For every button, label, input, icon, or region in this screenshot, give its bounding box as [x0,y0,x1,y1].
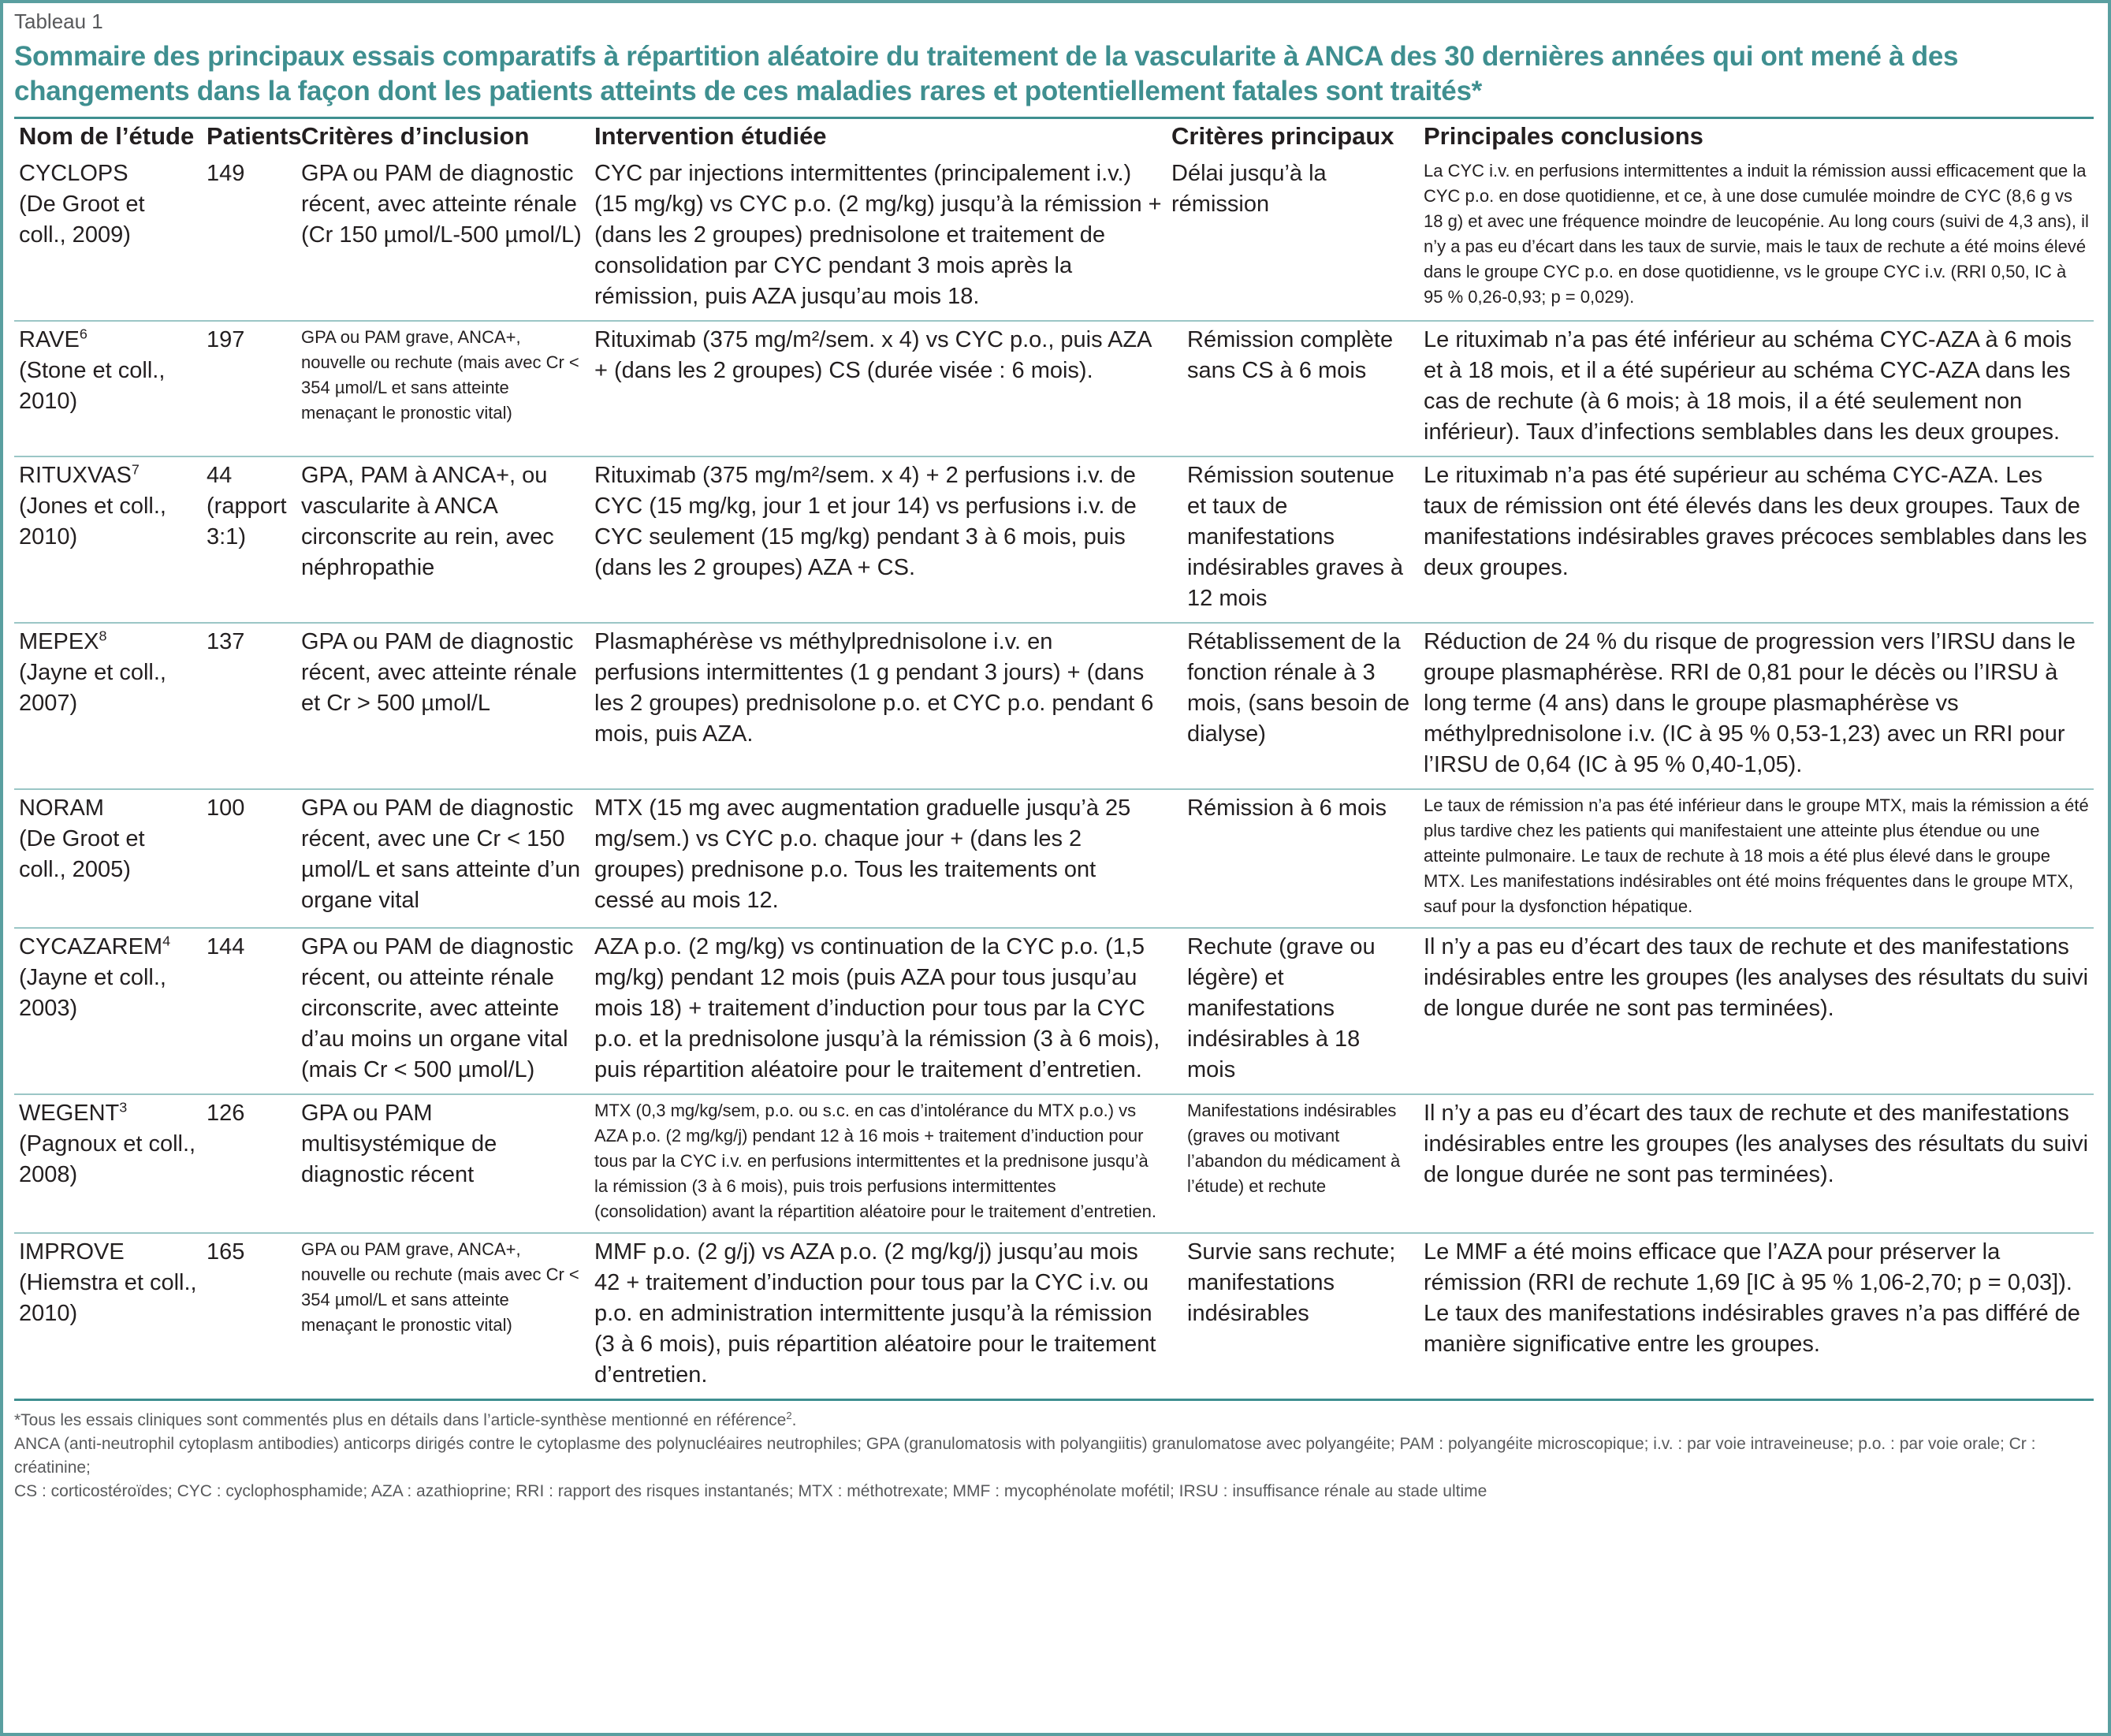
study-cell [14,789,202,928]
criteria-cell: Rémission soutenue et taux de manifestations indésirables graves à 12 mois [1187,463,1404,611]
intervention-cell: MTX (15 mg avec augmentation graduelle jusqu’à 25 mg/sem.) vs CYC p.o. chaque jour + (dans les 2 groupes) prednisone p.o. Tous les traitements ont cessé au mois 12. [594,795,1131,913]
inclusion-cell: GPA ou PAM de diagnostic récent, avec une Cr < 150 µmol/L et sans atteinte d’un organe vital [301,795,581,913]
conclusions-cell: Il n’y a pas eu d’écart des taux de rechute et des manifestations indésirables entre les groupes (les analyses des résultats du suivi de longue durée ne sont pas terminées). [1424,1101,2089,1187]
table-row [14,1094,2094,1233]
criteria-cell: Manifestations indésirables (graves ou motivant l’abandon du médicament à l’étude) et rechute [1187,1101,1401,1196]
patients-cell: 100 [207,795,245,821]
table-row [14,623,2094,789]
footnote-abbreviations: ANCA (anti-neutrophil cytoplasm antibodies) anticorps dirigés contre le cytoplasme des polynucléaires neutrophiles; GPA (granulomatosis with polyangiitis) granulomatose avec polyangéite; PAM : polyangéite microscopique; i.v. : par voie intraveineuse; p.o. : par voie orale; Cr : créatinine; [14,1435,2036,1477]
inclusion-cell: GPA ou PAM grave, ANCA+, nouvelle ou rechute (mais avec Cr < 354 µmol/L et sans atteinte menaçant le pronostic vital) [301,327,579,423]
conclusions-cell: Réduction de 24 % du risque de progression vers l’IRSU dans le groupe plasmaphérèse. RRI de 0,81 pour le décès ou l’IRSU à long terme (4 ans) dans le groupe plasmaphérèse vs méthylprednisolone i.v. (IC à 95 % 0,53-1,23) avec un RRI pour l’IRSU de 0,64 (IC à 95 % 0,40-1,05). [1424,629,2076,777]
intervention-cell: Plasmaphérèse vs méthylprednisolone i.v. en perfusions intermittentes (1 g pendant 3 jours) + (dans les 2 groupes) prednisolone p.o. et CYC p.o. pendant 6 mois, puis AZA. [594,629,1154,747]
header-inclusion: Critères d’inclusion [296,118,590,156]
study-cell [14,321,202,456]
criteria-cell: Rémission à 6 mois [1187,795,1387,821]
table-row [14,456,2094,623]
patients-cell: 197 [207,327,245,352]
patients-cell: 165 [207,1239,245,1265]
patients-cell: 44 (rapport 3:1) [207,463,287,549]
study-ref: (Pagnoux et coll., 2008) [19,1131,196,1187]
criteria-cell: Survie sans rechute; manifestations indésirables [1187,1239,1396,1326]
study-name: RITUXVAS$^7$ [19,461,140,488]
criteria-cell: Délai jusqu’à la rémission [1171,161,1327,217]
study-ref: (Hiemstra et coll., 2010) [19,1270,197,1326]
intervention-cell: MMF p.o. (2 g/j) vs AZA p.o. (2 mg/kg/j) jusqu’au mois 42 + traitement d’induction pour tous par la CYC i.v. ou p.o. en administration intermittente jusqu’à la rémission (3 à 6 mois), puis répartition aléatoire pour le traitement d’entretien. [594,1239,1156,1388]
conclusions-cell: Le rituximab n’a pas été supérieur au schéma CYC-AZA. Les taux de rémission ont été élevés dans les deux groupes. Taux de manifestations indésirables graves précoces semblables dans les deux groupes. [1424,463,2087,580]
criteria-cell: Rechute (grave ou légère) et manifestations indésirables à 18 mois [1187,934,1376,1082]
study-ref: (Jones et coll., 2010) [19,494,166,549]
patients-cell: 149 [207,161,245,186]
footnotes [14,1409,2094,1503]
table-label: Tableau 1 [14,9,103,33]
study-name: IMPROVE [19,1239,125,1265]
intervention-cell: CYC par injections intermittentes (principalement i.v.) (15 mg/kg) vs CYC p.o. (2 mg/kg) jusqu’à la rémission + (dans les 2 groupes) prednisolone et traitement de consolidation par CYC pendant 3 mois après la rémission, puis AZA jusqu’au mois 18. [594,161,1162,309]
table-row [14,928,2094,1094]
study-ref: (De Groot et coll., 2009) [19,192,145,248]
study-name: MEPEX$^8$ [19,628,107,654]
table-row [14,1233,2094,1400]
trials-table [14,117,2094,1401]
criteria-cell: Rémission complète sans CS à 6 mois [1187,327,1394,383]
header-study: Nom de l’étude [14,118,202,156]
study-ref: (Jayne et coll., 2007) [19,660,166,716]
study-cell [14,928,202,1094]
header-conclusions: Principales conclusions [1419,118,2094,156]
footnote-trials: *Tous les essais cliniques sont commentés plus en détails dans l’article-synthèse mentionné en référence$^2$. [14,1410,797,1429]
intervention-cell: Rituximab (375 mg/m²/sem. x 4) + 2 perfusions i.v. de CYC (15 mg/kg, jour 1 et jour 14) vs perfusions i.v. de CYC seulement (15 mg/kg) pendant 3 à 6 mois, puis (dans les 2 groupes) AZA + CS. [594,463,1137,580]
table-title: Sommaire des principaux essais comparatifs à répartition aléatoire du traitement de la vascularite à ANCA des 30 dernières années qui ont mené à des changements dans la façon dont les patients atteints de ces maladies rares et potentiellement fatales sont traités* [14,41,1959,106]
patients-cell: 144 [207,934,245,959]
header-row [14,118,2094,156]
patients-cell: 126 [207,1101,245,1126]
study-cell [14,1233,202,1400]
header-patients: Patients [202,118,296,156]
inclusion-cell: GPA ou PAM de diagnostic récent, avec atteinte rénale et Cr > 500 µmol/L [301,629,577,716]
conclusions-cell: Il n’y a pas eu d’écart des taux de rechute et des manifestations indésirables entre les groupes (les analyses des résultats du suivi de longue durée ne sont pas terminées). [1424,934,2089,1021]
study-cell [14,155,202,321]
study-ref: (Jayne et coll., 2003) [19,965,166,1021]
intervention-cell: Rituximab (375 mg/m²/sem. x 4) vs CYC p.o., puis AZA + (dans les 2 groupes) CS (durée visée : 6 mois). [594,327,1151,383]
conclusions-cell: Le rituximab n’a pas été inférieur au schéma CYC-AZA à 6 mois et à 18 mois, et il a été supérieur au schéma CYC-AZA dans les cas de rechute (à 6 mois; à 18 mois, il a été seulement non inférieur). Taux d’infections semblables dans les deux groupes. [1424,327,2072,445]
criteria-cell: Rétablissement de la fonction rénale à 3 mois, (sans besoin de dialyse) [1187,629,1410,747]
header-criteria: Critères principaux [1167,118,1419,156]
study-cell [14,623,202,789]
intervention-cell: AZA p.o. (2 mg/kg) vs continuation de la CYC p.o. (1,5 mg/kg) pendant 12 mois (puis AZA pour tous jusqu’au mois 18) + traitement d’induction pour tous par la CYC p.o. et la prednisolone jusqu’à la rémission (3 à 6 mois), puis répartition aléatoire pour le traitement d’entretien. [594,934,1160,1082]
conclusions-cell: La CYC i.v. en perfusions intermittentes a induit la rémission aussi efficacement que la CYC p.o. en dose quotidienne, et ce, à une dose cumulée moindre de CYC (8,6 g vs 18 g) et avec une fréquence moindre de leucopénie. Au long cours (suivi de 4,3 ans), il n’y a pas eu d’écart dans les taux de survie, mais le taux de rechute a été moins élevé dans le groupe CYC p.o. en dose quotidienne, vs le groupe CYC i.v. (RRI 0,50, IC à 95 % 0,26-0,93; p = 0,029). [1424,161,2089,307]
study-cell [14,456,202,623]
table-row [14,321,2094,456]
study-cell [14,1094,202,1233]
inclusion-cell: GPA ou PAM de diagnostic récent, avec atteinte rénale (Cr 150 µmol/L-500 µmol/L) [301,161,582,248]
table-row [14,155,2094,321]
study-ref: (De Groot et coll., 2005) [19,826,145,882]
patients-cell: 137 [207,629,245,654]
conclusions-cell: Le MMF a été moins efficace que l’AZA pour préserver la rémission (RRI de rechute 1,69 [IC à 95 % 1,06-2,70; p = 0,03]). Le taux des manifestations indésirables graves n’a pas différé de manière significative entre les groupes. [1424,1239,2080,1357]
study-ref: (Stone et coll., 2010) [19,358,166,414]
study-name: CYCLOPS [19,161,128,186]
study-name: NORAM [19,795,104,821]
conclusions-cell: Le taux de rémission n’a pas été inférieur dans le groupe MTX, mais la rémission a été plus tardive chez les patients qui manifestaient une atteinte plus étendue ou une atteinte pulmonaire. Le taux de rechute à 18 mois a été plus élevé dans le groupe MTX. Les manifestations indésirables ont été moins fréquentes dans le groupe MTX, sauf pour la dysfonction hépatique. [1424,795,2089,916]
intervention-cell: MTX (0,3 mg/kg/sem, p.o. ou s.c. en cas d’intolérance du MTX p.o.) vs AZA p.o. (2 mg/kg/j) pendant 12 à 16 mois + traitement d’induction pour tous par la CYC i.v. en perfusions intermittentes et la prednisone jusqu’à la rémission (3 à 6 mois), puis trois perfusions intermittentes (consolidation) avant la répartition aléatoire pour le traitement d’entretien. [594,1101,1156,1221]
header-intervention: Intervention étudiée [590,118,1167,156]
footnote-abbreviations-2: CS : corticostéroïdes; CYC : cyclophosphamide; AZA : azathioprine; RRI : rapport des risques instantanés; MTX : méthotrexate; MMF : mycophénolate mofétil; IRSU : insuffisance rénale au stade ultime [14,1482,1487,1500]
inclusion-cell: GPA ou PAM grave, ANCA+, nouvelle ou rechute (mais avec Cr < 354 µmol/L et sans atteinte menaçant le pronostic vital) [301,1239,579,1335]
inclusion-cell: GPA ou PAM multisystémique de diagnostic récent [301,1101,497,1187]
inclusion-cell: GPA ou PAM de diagnostic récent, ou atteinte rénale circonscrite, avec atteinte d’au moins un organe vital (mais Cr < 500 µmol/L) [301,934,574,1082]
study-name: CYCAZAREM$^4$ [19,933,171,959]
inclusion-cell: GPA, PAM à ANCA+, ou vascularite à ANCA circonscrite au rein, avec néphropathie [301,463,554,580]
study-name: RAVE$^6$ [19,326,87,352]
table-row [14,789,2094,928]
study-name: WEGENT$^3$ [19,1099,128,1126]
